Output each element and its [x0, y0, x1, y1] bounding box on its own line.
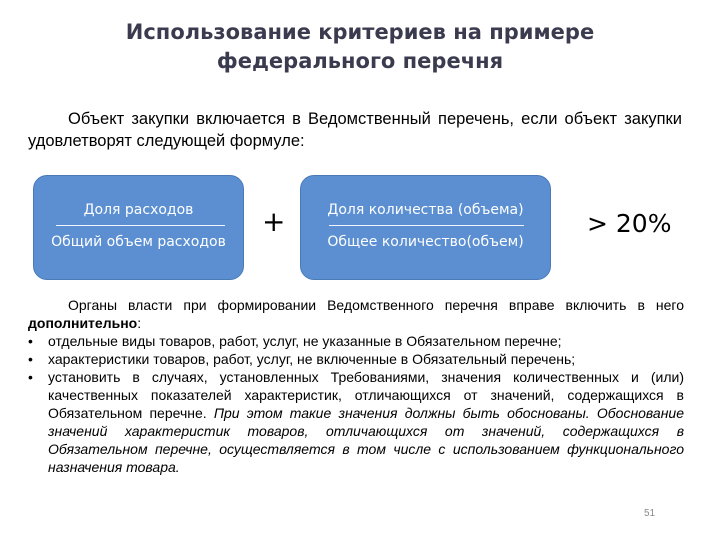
fraction-denominator: Общее количество(объем): [327, 234, 524, 250]
slide-title-line-2: федерального перечня: [216, 49, 504, 73]
list-item-text: отдельные виды товаров, работ, услуг, не указанные в Обязательном перечне;: [48, 333, 562, 349]
body-section: [28, 296, 684, 476]
list-item: [28, 332, 684, 350]
body-lead-text: Органы власти при формировании Ведомственного перечня вправе включить в него: [68, 297, 684, 313]
list-item: [28, 350, 684, 368]
list-item-italic-text: При этом такие значения должны быть обоснованы. Обоснование значений характеристик товаров, отличающихся от значений, содержащихся в Обязательном перечне, осуществляется в том числе с использованием функционального назначения товара.: [48, 405, 684, 475]
fraction-bar: [329, 225, 524, 226]
fraction-denominator: Общий объем расходов: [51, 234, 226, 250]
slide-title-line-1: Использование критериев на примере: [125, 20, 595, 44]
intro-paragraph: Объект закупки включается в Ведомственный перечень, если объект закупки удовлетворят следующей формуле:: [28, 110, 682, 150]
fraction-numerator: Доля расходов: [83, 202, 194, 218]
list-item: [28, 368, 684, 476]
bullet-icon: •: [28, 351, 33, 367]
expense-share-fraction: [33, 175, 244, 280]
fraction-numerator: Доля количества (объема): [327, 202, 524, 218]
slide-title: [60, 18, 660, 76]
quantity-share-fraction: [300, 175, 551, 280]
body-lead-bold: дополнительно: [28, 315, 138, 331]
plus-operator: +: [262, 205, 286, 238]
list-item-text: характеристики товаров, работ, услуг, не включенные в Обязательный перечень;: [48, 351, 576, 367]
bullet-icon: •: [28, 333, 33, 349]
body-lead-paragraph: [28, 296, 684, 332]
bullet-icon: •: [28, 369, 33, 385]
threshold-condition: > 20%: [587, 209, 672, 238]
bullet-list: [28, 332, 684, 476]
list-item-text: установить в случаях, установленных Требованиями, значения количественных и (или) качественных показателей характеристик, отличающихся от значений, содержащихся в Обязательном перечне.: [48, 369, 684, 421]
body-lead-colon: :: [137, 315, 142, 331]
page-number: 51: [644, 508, 656, 519]
fraction-bar: [56, 225, 225, 226]
